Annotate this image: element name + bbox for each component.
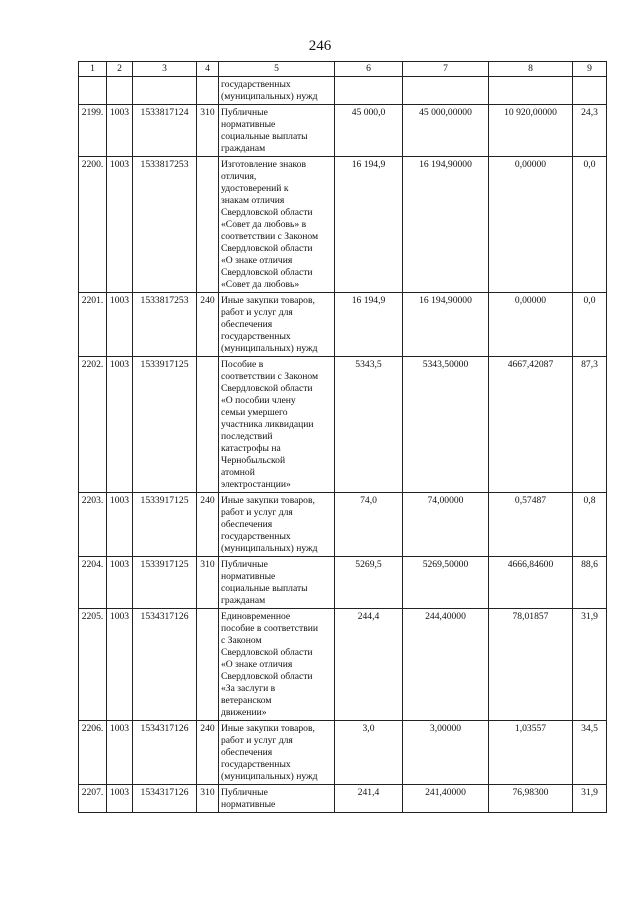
- table-body: [79, 62, 607, 813]
- planned-amount-cell: 16 194,9: [335, 157, 403, 293]
- target-article-cell: 1533817124: [133, 105, 197, 157]
- description-cell: Публичные нормативные: [219, 785, 335, 813]
- approved-amount-cell: 16 194,90000: [403, 157, 489, 293]
- column-header: 3: [133, 62, 197, 77]
- executed-amount-cell: 1,03557: [489, 721, 573, 785]
- table-row: [79, 609, 607, 721]
- section-code-cell: 1003: [107, 557, 133, 609]
- section-code-cell: 1003: [107, 493, 133, 557]
- target-article-cell: 1533817253: [133, 293, 197, 357]
- approved-amount-cell: 5343,50000: [403, 357, 489, 493]
- percent-cell: 0,0: [573, 157, 607, 293]
- executed-amount-cell: 0,00000: [489, 293, 573, 357]
- planned-amount-cell: [335, 77, 403, 105]
- row-number-cell: 2201.: [79, 293, 107, 357]
- percent-cell: 24,3: [573, 105, 607, 157]
- planned-amount-cell: 5269,5: [335, 557, 403, 609]
- target-article-cell: 1533917125: [133, 557, 197, 609]
- expense-type-cell: [197, 609, 219, 721]
- expense-type-cell: 240: [197, 721, 219, 785]
- table-row: [79, 293, 607, 357]
- table-header-row: [79, 62, 607, 77]
- column-header: 8: [489, 62, 573, 77]
- table-row: [79, 493, 607, 557]
- approved-amount-cell: 3,00000: [403, 721, 489, 785]
- section-code-cell: [107, 77, 133, 105]
- section-code-cell: 1003: [107, 157, 133, 293]
- executed-amount-cell: 4667,42087: [489, 357, 573, 493]
- expense-type-cell: 310: [197, 557, 219, 609]
- description-cell: Публичные нормативные социальные выплаты гражданам: [219, 557, 335, 609]
- table-row: [79, 357, 607, 493]
- approved-amount-cell: 16 194,90000: [403, 293, 489, 357]
- column-header: 2: [107, 62, 133, 77]
- table-row: [79, 77, 607, 105]
- target-article-cell: 1533917125: [133, 357, 197, 493]
- table-row: [79, 721, 607, 785]
- percent-cell: 87,3: [573, 357, 607, 493]
- expense-type-cell: [197, 157, 219, 293]
- section-code-cell: 1003: [107, 105, 133, 157]
- description-cell: государственных (муниципальных) нужд: [219, 77, 335, 105]
- executed-amount-cell: 76,98300: [489, 785, 573, 813]
- percent-cell: 31,9: [573, 785, 607, 813]
- target-article-cell: 1533817253: [133, 157, 197, 293]
- row-number-cell: 2206.: [79, 721, 107, 785]
- target-article-cell: 1534317126: [133, 721, 197, 785]
- table-row: [79, 785, 607, 813]
- row-number-cell: 2207.: [79, 785, 107, 813]
- planned-amount-cell: 241,4: [335, 785, 403, 813]
- executed-amount-cell: 10 920,00000: [489, 105, 573, 157]
- approved-amount-cell: 5269,50000: [403, 557, 489, 609]
- target-article-cell: [133, 77, 197, 105]
- approved-amount-cell: 45 000,00000: [403, 105, 489, 157]
- table-row: [79, 157, 607, 293]
- row-number-cell: 2205.: [79, 609, 107, 721]
- table-row: [79, 105, 607, 157]
- planned-amount-cell: 3,0: [335, 721, 403, 785]
- row-number-cell: 2203.: [79, 493, 107, 557]
- executed-amount-cell: 4666,84600: [489, 557, 573, 609]
- planned-amount-cell: 74,0: [335, 493, 403, 557]
- description-cell: Публичные нормативные социальные выплаты гражданам: [219, 105, 335, 157]
- row-number-cell: 2199.: [79, 105, 107, 157]
- expense-type-cell: [197, 77, 219, 105]
- description-cell: Иные закупки товаров, работ и услуг для обеспечения государственных (муниципальных) нужд: [219, 493, 335, 557]
- column-header: 6: [335, 62, 403, 77]
- section-code-cell: 1003: [107, 293, 133, 357]
- approved-amount-cell: 244,40000: [403, 609, 489, 721]
- budget-table: [78, 61, 607, 813]
- planned-amount-cell: 5343,5: [335, 357, 403, 493]
- percent-cell: 31,9: [573, 609, 607, 721]
- section-code-cell: 1003: [107, 785, 133, 813]
- section-code-cell: 1003: [107, 609, 133, 721]
- executed-amount-cell: 0,57487: [489, 493, 573, 557]
- executed-amount-cell: 78,01857: [489, 609, 573, 721]
- table-row: [79, 557, 607, 609]
- description-cell: Пособие в соответствии с Законом Свердловской области «О пособии члену семьи умершего участника ликвидации последствий катастрофы на Чернобыльской атомной электростанции»: [219, 357, 335, 493]
- approved-amount-cell: 74,00000: [403, 493, 489, 557]
- target-article-cell: 1534317126: [133, 785, 197, 813]
- description-cell: Единовременное пособие в соответствии с Законом Свердловской области «О знаке отличия Свердловской области «За заслуги в ветеранском движении»: [219, 609, 335, 721]
- target-article-cell: 1534317126: [133, 609, 197, 721]
- approved-amount-cell: 241,40000: [403, 785, 489, 813]
- description-cell: Иные закупки товаров, работ и услуг для обеспечения государственных (муниципальных) нужд: [219, 293, 335, 357]
- planned-amount-cell: 16 194,9: [335, 293, 403, 357]
- row-number-cell: 2202.: [79, 357, 107, 493]
- section-code-cell: 1003: [107, 357, 133, 493]
- row-number-cell: 2204.: [79, 557, 107, 609]
- description-cell: Иные закупки товаров, работ и услуг для обеспечения государственных (муниципальных) нужд: [219, 721, 335, 785]
- planned-amount-cell: 45 000,0: [335, 105, 403, 157]
- page-number: 246: [308, 38, 332, 54]
- expense-type-cell: [197, 357, 219, 493]
- expense-type-cell: 310: [197, 785, 219, 813]
- column-header: 5: [219, 62, 335, 77]
- target-article-cell: 1533917125: [133, 493, 197, 557]
- column-header: 1: [79, 62, 107, 77]
- row-number-cell: 2200.: [79, 157, 107, 293]
- expense-type-cell: 240: [197, 293, 219, 357]
- percent-cell: [573, 77, 607, 105]
- expense-type-cell: 310: [197, 105, 219, 157]
- section-code-cell: 1003: [107, 721, 133, 785]
- description-cell: Изготовление знаков отличия, удостоверений к знакам отличия Свердловской области «Совет да любовь» в соответствии с Законом Свердловской области «О знаке отличия Свердловской области «Совет да любовь»: [219, 157, 335, 293]
- column-header: 9: [573, 62, 607, 77]
- executed-amount-cell: 0,00000: [489, 157, 573, 293]
- expense-type-cell: 240: [197, 493, 219, 557]
- percent-cell: 0,8: [573, 493, 607, 557]
- executed-amount-cell: [489, 77, 573, 105]
- approved-amount-cell: [403, 77, 489, 105]
- percent-cell: 34,5: [573, 721, 607, 785]
- percent-cell: 0,0: [573, 293, 607, 357]
- planned-amount-cell: 244,4: [335, 609, 403, 721]
- row-number-cell: [79, 77, 107, 105]
- percent-cell: 88,6: [573, 557, 607, 609]
- column-header: 7: [403, 62, 489, 77]
- column-header: 4: [197, 62, 219, 77]
